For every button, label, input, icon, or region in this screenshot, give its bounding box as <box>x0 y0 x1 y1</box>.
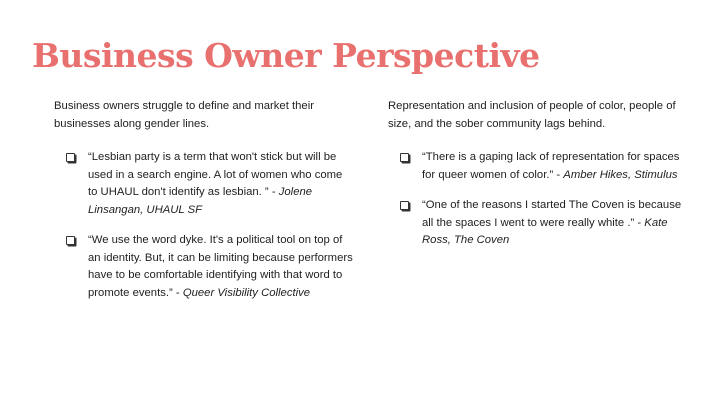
attribution-separator: - <box>268 186 279 198</box>
quote-text: “We use the word dyke. It's a political tool on top of an identity. But, it can be limiting because performers have to be comfortable identifying with that word to promote events.” <box>88 234 353 299</box>
quote-attribution: Amber Hikes, Stimulus <box>563 168 678 181</box>
attribution-separator: - <box>553 168 564 181</box>
quote-text: “One of the reasons I started The Coven is because all the spaces I went to were really white .” <box>422 199 682 229</box>
quote-attribution: Queer Visibility Collective <box>182 286 311 299</box>
right-bullet-list <box>388 149 688 250</box>
square-bullet-icon <box>66 153 75 162</box>
left-intro-text: Business owners struggle to define and market their businesses along gender lines. <box>54 100 314 130</box>
quote-attribution: Jolene Linsangan, UHAUL SF <box>88 186 313 216</box>
quote-text: “There is a gaping lack of representation for spaces for queer women of color.” <box>422 151 680 181</box>
right-intro-text: Representation and inclusion of people of color, people of size, and the sober community lags behind. <box>388 100 676 130</box>
slide-title: Business Owner Perspective <box>32 36 540 75</box>
left-bullet-list <box>54 149 354 302</box>
quote-bullet <box>54 149 354 219</box>
quote-bullet <box>388 149 688 184</box>
square-bullet-icon <box>400 153 409 162</box>
quote-attribution: Kate Ross, The Coven <box>422 216 668 246</box>
quote-bullet <box>388 197 688 250</box>
square-bullet-icon <box>400 201 409 210</box>
quote-text: “Lesbian party is a term that won't stick but will be used in a search engine. A lot of women who come to UHAUL don't identify as lesbian. ” <box>88 151 343 198</box>
square-bullet-icon <box>66 236 75 245</box>
left-column <box>54 98 354 315</box>
right-column <box>388 98 688 263</box>
attribution-separator: - <box>172 286 183 299</box>
attribution-separator: - <box>634 216 645 229</box>
quote-bullet <box>54 232 354 302</box>
